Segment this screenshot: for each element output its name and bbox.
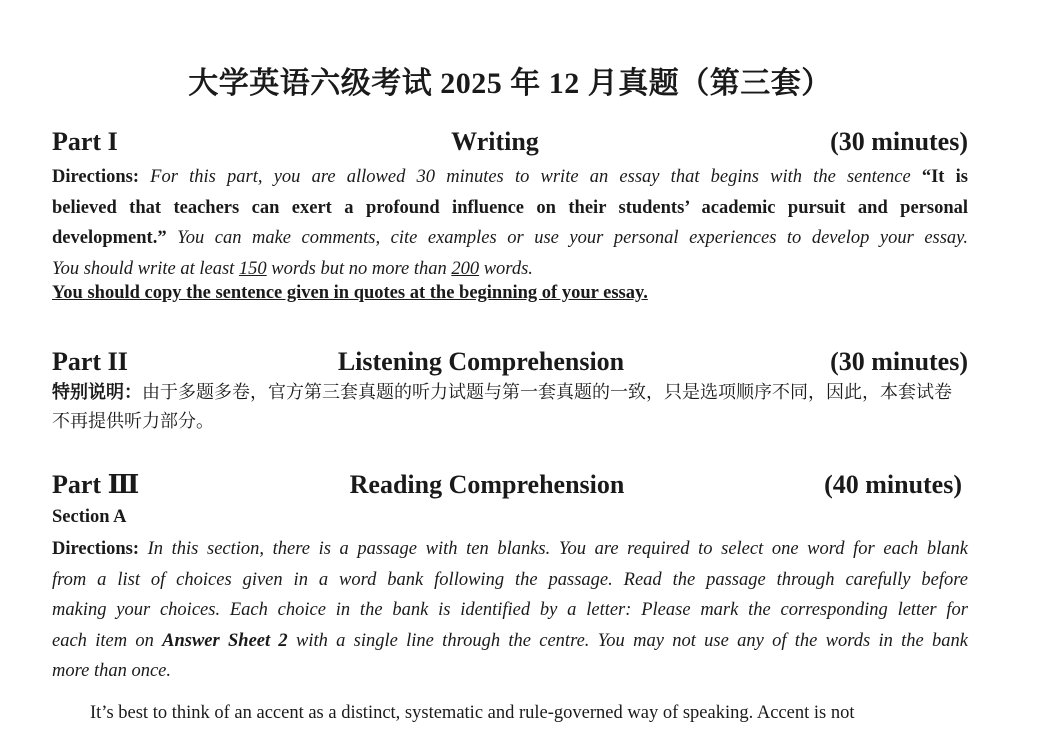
directions-label: Directions: <box>52 539 139 559</box>
part-2-title: Listening Comprehension <box>337 347 625 376</box>
directions-line: Directions: For this part, you are allowed 30 minutes to write an essay that begins with the sentence “It is <box>52 167 968 187</box>
part-1-directions <box>52 162 968 284</box>
part-2-time: (30 minutes) <box>830 347 968 376</box>
directions-line: making your choices. Each choice in the bank is identified by a letter: Please mark the corresponding letter for <box>52 600 968 620</box>
directions-label: Directions: <box>52 167 139 187</box>
document-title: 大学英语六级考试 2025 年 12 月真题（第三套） <box>188 67 832 100</box>
part-3-directions <box>52 534 968 687</box>
special-note <box>52 378 968 436</box>
part-1-label: Part I <box>52 127 118 156</box>
part-3-label: Part Ⅲ <box>52 470 140 499</box>
directions-line: from a list of choices given in a word bank following the passage. Read the passage through carefully before <box>52 569 968 590</box>
answer-sheet-reference: Answer Sheet 2 <box>162 630 288 651</box>
part-1-header <box>52 127 968 163</box>
part-3-header <box>52 470 968 506</box>
max-word-count: 200 <box>451 258 480 279</box>
part-3-title: Reading Comprehension <box>349 470 625 499</box>
directions-line: each item on Answer Sheet 2 with a single line through the centre. You may not use any of the words in the bank <box>52 630 968 651</box>
directions-line: development.” You can make comments, cite examples or use your personal experiences to develop your essay. <box>52 228 968 248</box>
special-note-text: 由于多题多卷，官方第三套真题的听力试题与第一套真题的一致，只是选项顺序不同，因此，本套试卷不再提供听力部分。 <box>52 382 952 432</box>
part-1-title: Writing <box>451 127 539 156</box>
special-note-label: 特别说明： <box>52 382 142 403</box>
directions-line: Directions: In this section, there is a passage with ten blanks. You are required to select one word for each blank <box>52 539 968 559</box>
section-a-heading: Section A <box>52 507 127 527</box>
directions-line: more than once. <box>52 661 172 681</box>
directions-line: You should write at least 150 words but no more than 200 words. <box>52 258 533 279</box>
directions-line: believed that teachers can exert a profound influence on their students’ academic pursuit and personal <box>52 197 968 218</box>
copy-sentence-note: You should copy the sentence given in quotes at the beginning of your essay. <box>52 283 648 303</box>
min-word-count: 150 <box>238 258 267 279</box>
part-1-time: (30 minutes) <box>830 127 968 156</box>
part-3-time: (40 minutes) <box>824 470 962 499</box>
part-2-label: Part II <box>52 347 128 376</box>
passage-first-line: It’s best to think of an accent as a distinct, systematic and rule-governed way of speaking. Accent is not <box>90 703 855 723</box>
